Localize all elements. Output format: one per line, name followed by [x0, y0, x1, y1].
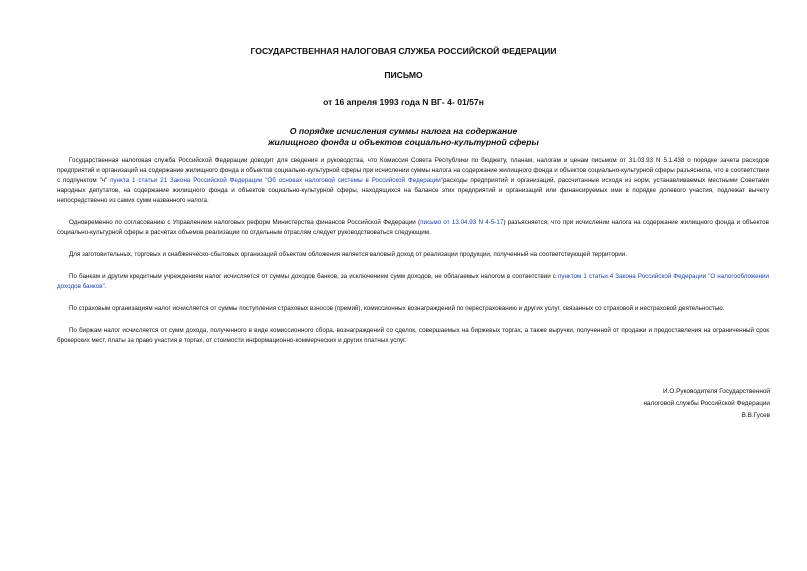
paragraph-text: ) разъясняется, что при исчислении налога на содержание жилищного фонда и объектов социально-культурной сферы в расчетах объемов реализации по отдельным отраслям следует руководствоваться следующим. — [57, 219, 769, 236]
subject-line-2: жилищного фонда и объектов социально-культурной сферы — [268, 137, 539, 147]
document-body — [57, 156, 769, 358]
paragraph-4 — [57, 272, 769, 292]
letter-reference-link[interactable]: письмо от 13.04.93 N 4-5-17 — [420, 219, 504, 226]
subject-line-1: О порядке исчисления суммы налога на содержание — [289, 126, 518, 136]
law-reference-link[interactable]: пункта 1 статьи 21 Закона Российской Федерации "Об основах налоговой системы в Российской Федерации" — [110, 177, 443, 184]
paragraph-text: . — [104, 283, 107, 290]
document-date-number: от 16 апреля 1993 года N ВГ- 4- 01/57н — [323, 97, 484, 107]
paragraph-2 — [57, 218, 769, 238]
paragraph-3 — [57, 250, 769, 260]
paragraph-1 — [57, 156, 769, 206]
paragraph-text: Одновременно по согласованию с Управлением налоговых реформ Министерства финансов Российской Федерации ( — [69, 219, 421, 226]
paragraph-text: расходы предприятий и организаций, рассчитанные исходя из норм, устанавливаемых местными Советами народных депутатов, на содержание жилищного фонда и объектов социально-культурной сферы, находящихся на балансе этих предприятий и организаций или финансируемых ими в порядке долевого участия, подлежат вычету непосредственно из самих сумм названного налога. — [57, 177, 770, 204]
signature-name: В.В.Гусев — [741, 412, 770, 419]
paragraph-text: По биржам налог исчисляется от сумм дохода, полученного в виде комиссионного сбора, вознаграждений со сделок, совершаемых на биржевых торгах, а также выручки, полученной от продажи и предоставления на ограниченный срок брокерских мест, платы за право участия в торгах, от стоимости информационно-коммерческих и других платных услуг. — [57, 327, 769, 344]
signature-organization: налоговой службы Российской Федерации — [643, 400, 770, 407]
paragraph-6 — [57, 326, 769, 346]
paragraph-text: Государственная налоговая служба Российской Федерации доводит для сведения и руководства, что Комиссия Совета Республики по бюджету, планам, налогам и ценам письмом от 31.03.93 N 5.1.438 о порядке зачета расходов предприятий и организаций на содержание жилищного фонда и объектов социально-культурной сферы при исчислении суммы налога на содержание жилищного фонда и объектов социально-культурной сферы разъяснила, что в соответствии с подпунктом "ч" — [57, 157, 769, 184]
document-type: ПИСЬМО — [384, 70, 423, 80]
paragraph-text: По страховым организациям налог исчисляется от суммы поступления страховых взносов (премий), комиссионных вознаграждений по перестрахованию и других услуг, связанных со страховой и нестраховой деятельностью. — [69, 305, 725, 312]
paragraph-text: Для заготовительных, торговых и снабженческо-сбытовых организаций объектом обложения является валовый доход от реализации продукции, полученный на соответствующей территории. — [69, 251, 628, 258]
bank-law-reference-link[interactable]: пунктом 1 статьи 4 Закона Российской Федерации "О налогообложении доходов банков" — [57, 273, 769, 290]
document-subject — [0, 126, 807, 148]
agency-title: ГОСУДАРСТВЕННАЯ НАЛОГОВАЯ СЛУЖБА РОССИЙСКОЙ ФЕДЕРАЦИИ — [250, 46, 557, 56]
paragraph-5 — [57, 304, 769, 314]
signature-position: И.О.Руководителя Государственной — [663, 388, 770, 395]
signature-block — [644, 386, 770, 422]
paragraph-text: По банкам и другим кредитным учреждениям налог исчисляется от суммы доходов банков, за исключением сумм доходов, не облагаемых налогом в соответствии с — [69, 273, 558, 280]
